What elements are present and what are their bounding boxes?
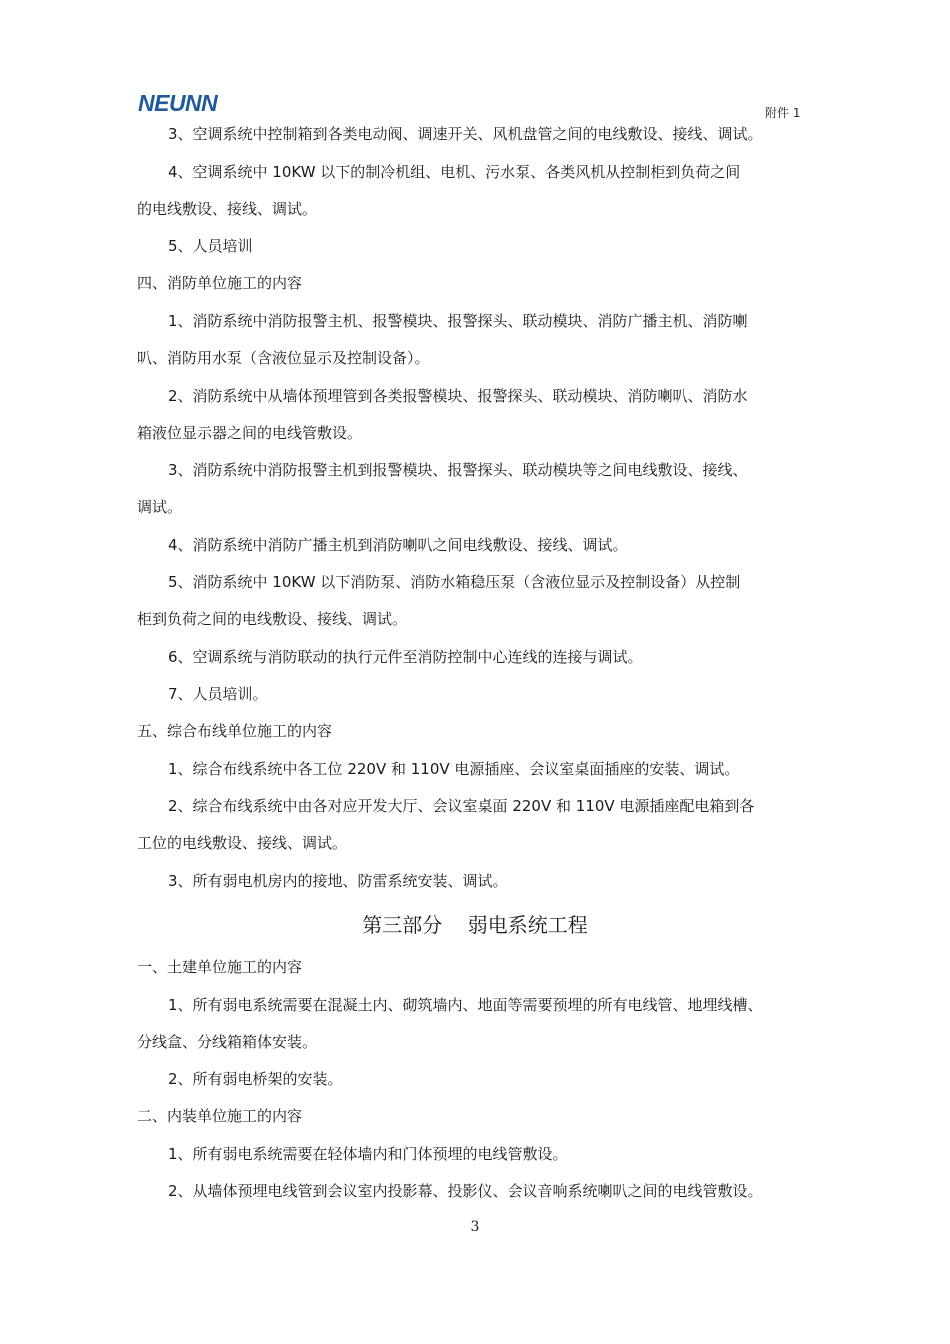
body-line: 4、消防系统中消防广播主机到消防喇叭之间电线敷设、接线、调试。: [168, 536, 628, 554]
body-line: 2、所有弱电桥架的安装。: [168, 1070, 343, 1088]
section-heading: 一、土建单位施工的内容: [137, 958, 303, 976]
body-line: 3、空调系统中控制箱到各类电动阀、调速开关、风机盘管之间的电线敷设、接线、调试。: [168, 125, 763, 143]
body-line: 工位的电线敷设、接线、调试。: [137, 834, 348, 852]
page-number: 3: [470, 1219, 480, 1235]
body-line: 2、综合布线系统中由各对应开发大厅、会议室桌面 220V 和 110V 电源插座配电箱到各: [168, 797, 755, 815]
body-line: 箱液位显示器之间的电线管敷设。: [137, 424, 363, 442]
body-line: 调试。: [137, 498, 183, 516]
section-heading: 五、综合布线单位施工的内容: [137, 722, 333, 740]
body-line: 3、消防系统中消防报警主机到报警模块、报警探头、联动模块等之间电线敷设、接线、: [168, 461, 748, 479]
body-line: 2、从墙体预埋电线管到会议室内投影幕、投影仪、会议音响系统喇叭之间的电线管敷设。: [168, 1182, 763, 1200]
section-heading: 四、消防单位施工的内容: [137, 274, 303, 292]
body-line: 1、所有弱电系统需要在轻体墙内和门体预埋的电线管敷设。: [168, 1145, 568, 1163]
body-line: 1、综合布线系统中各工位 220V 和 110V 电源插座、会议室桌面插座的安装、调试。: [168, 760, 740, 778]
body-line: 分线盒、分线箱箱体安装。: [137, 1033, 318, 1051]
body-line: 1、消防系统中消防报警主机、报警模块、报警探头、联动模块、消防广播主机、消防喇: [168, 312, 748, 330]
body-line: 7、人员培训。: [168, 685, 268, 703]
annex-label: 附件 1: [765, 106, 801, 120]
body-line: 5、人员培训: [168, 237, 253, 255]
page-header: [0, 0, 950, 130]
body-line: 4、空调系统中 10KW 以下的制冷机组、电机、污水泵、各类风机从控制柜到负荷之间: [168, 163, 741, 181]
body-line: 的电线敷设、接线、调试。: [137, 200, 318, 218]
section-heading: 二、内装单位施工的内容: [137, 1107, 303, 1125]
body-line: 叭、消防用水泵（含液位显示及控制设备）。: [137, 349, 430, 367]
body-line: 1、所有弱电系统需要在混凝土内、砌筑墙内、地面等需要预埋的所有电线管、地埋线槽、: [168, 996, 763, 1014]
body-line: 柜到负荷之间的电线敷设、接线、调试。: [137, 610, 408, 628]
company-logo: NEUNN: [138, 90, 218, 116]
body-line: 2、消防系统中从墙体预埋管到各类报警模块、报警探头、联动模块、消防喇叭、消防水: [168, 387, 748, 405]
body-line: 6、空调系统与消防联动的执行元件至消防控制中心连线的连接与调试。: [168, 648, 643, 666]
part-title: 第三部分 弱电系统工程: [362, 913, 588, 937]
body-line: 5、消防系统中 10KW 以下消防泵、消防水箱稳压泵（含液位显示及控制设备）从控制: [168, 573, 741, 591]
body-line: 3、所有弱电机房内的接地、防雷系统安装、调试。: [168, 872, 508, 890]
